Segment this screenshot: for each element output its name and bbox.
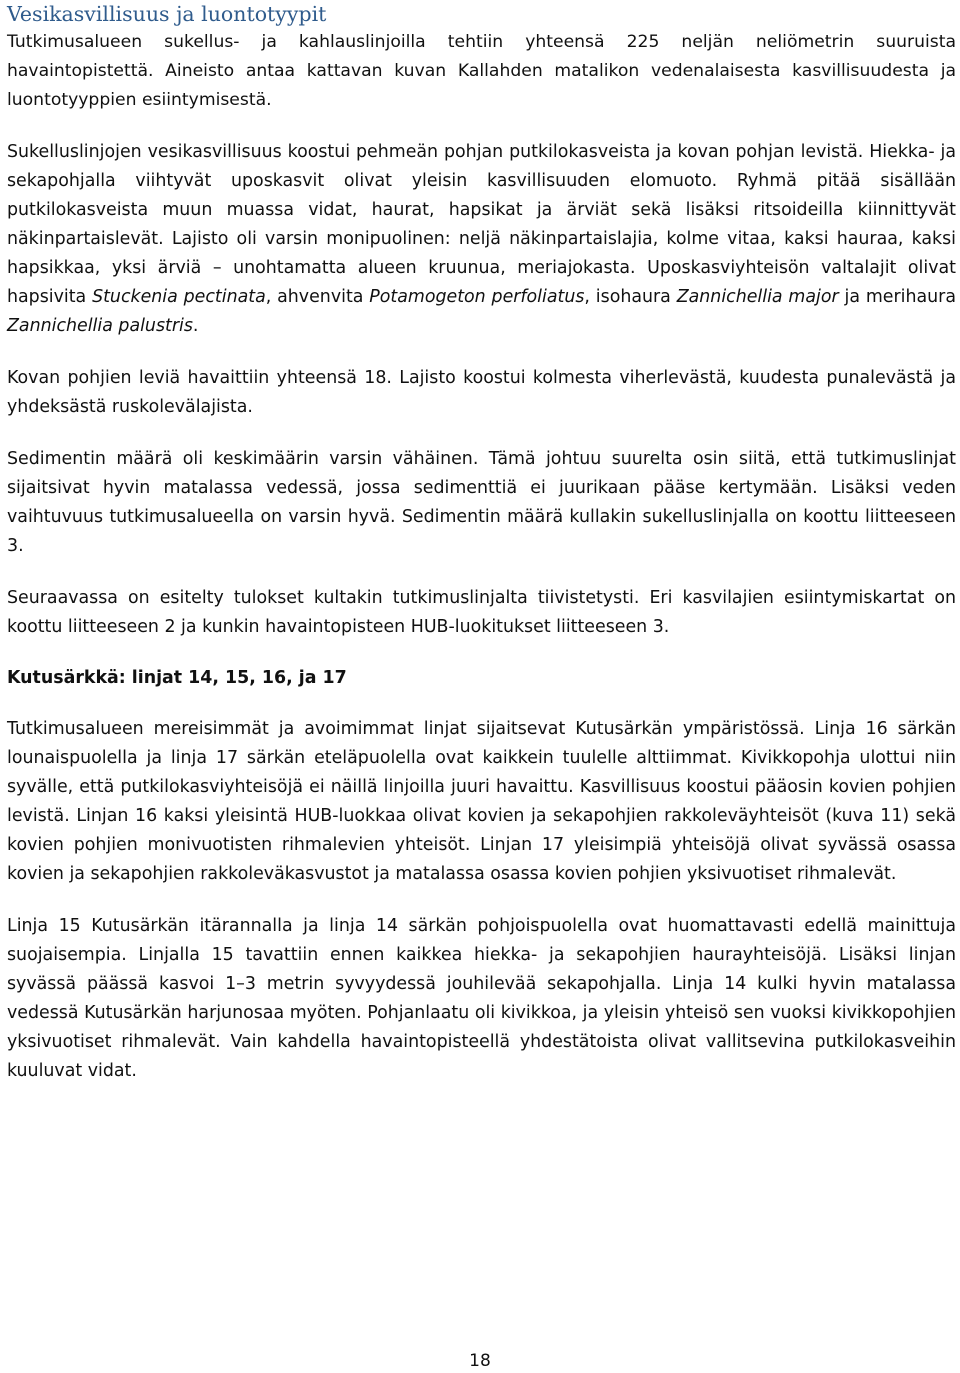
algae-paragraph: Kovan pohjien leviä havaittiin yhteensä 18. Lajisto koostui kolmesta viherlevästä, kuudesta punalevästä ja yhdeksästä ruskolevälajista. xyxy=(7,368,956,417)
vegetation-text-4: ja merihaura xyxy=(838,287,956,307)
section-heading: Vesikasvillisuus ja luontotyypit xyxy=(7,2,327,26)
species-stuckenia: Stuckenia pectinata xyxy=(92,287,266,307)
summary-paragraph: Seuraavassa on esitelty tulokset kultakin tutkimuslinjalta tiivistetysti. Eri kasvilajien esiintymiskartat on koottu liitteeseen 2 ja kunkin havaintopisteen HUB-luokitukset liitteeseen 3. xyxy=(7,588,956,637)
species-zannichellia-palustris: Zannichellia palustris xyxy=(7,316,193,336)
page-number: 18 xyxy=(469,1351,491,1371)
subsection-heading: Kutusärkkä: linjat 14, 15, 16, ja 17 xyxy=(7,668,347,688)
vegetation-paragraph xyxy=(7,138,956,341)
intro-paragraph: Tutkimusalueen sukellus- ja kahlauslinjoilla tehtiin yhteensä 225 neljän neliömetrin suuruista havaintopistettä. Aineisto antaa kattavan kuvan Kallahden matalikon vedenalaisesta kasvillisuudesta ja luontotyyppien esiintymisestä. xyxy=(7,32,956,110)
vegetation-text-2: , ahvenvita xyxy=(265,287,370,307)
species-potamogeton: Potamogeton perfoliatus xyxy=(369,287,585,307)
vegetation-text-5: . xyxy=(192,316,199,336)
species-zannichellia-major: Zannichellia major xyxy=(676,287,839,307)
vegetation-text-3: , isohaura xyxy=(584,287,677,307)
vegetation-text-1: Sukelluslinjojen vesikasvillisuus koostui pehmeän pohjan putkilokasveista ja kovan pohjan levistä. Hiekka- ja sekapohjalla viihtyvät uposkasvit olivat yleisin kasvillisuuden elomuoto. Ryhmä pitää sisällään putkilokasveista muun muassa vidat, haurat, hapsikat ja ärviät sekä lisäksi ritsoideilla kiinnittyvät näkinpartaislevät. Lajisto oli varsin monipuolinen: neljä näkinpartaislajia, kolme vitaa, kaksi hauraa, kaksi hapsikkaa, yksi ärviä – unohtamatta alueen kruunua, meriajokasta. Uposkasviyhteisön valtalajit olivat hapsivita xyxy=(7,142,956,307)
document-page xyxy=(7,0,956,1086)
sediment-paragraph: Sedimentin määrä oli keskimäärin varsin vähäinen. Tämä johtuu suurelta osin siitä, että tutkimuslinjat sijaitsivat hyvin matalassa vedessä, jossa sedimenttiä ei juurikaan pääse kertymään. Lisäksi veden vaihtuvuus tutkimusalueella on varsin hyvä. Sedimentin määrä kullakin sukelluslinjalla on koottu liitteeseen 3. xyxy=(7,449,956,556)
kutusarkka-paragraph-2: Linja 15 Kutusärkän itärannalla ja linja 14 särkän pohjoispuolella ovat huomattavasti edellä mainittuja suojaisempia. Linjalla 15 tavattiin ennen kaikkea hiekka- ja sekapohjien haurayhteisöjä. Lisäksi linjan syvässä päässä kasvoi 1–3 metrin syvyydessä jouhilevää sekapohjalla. Linja 14 kulki hyvin matalassa vedessä Kutusärkän harjunosaa myöten. Pohjanlaatu oli kivikkoa, ja yleisin yhteisö sen vuoksi kivikkopohjien yksivuotiset rihmalevät. Vain kahdella havaintopisteellä yhdestätoista olivat vallitsevina putkilokasveihin kuuluvat vidat. xyxy=(7,916,956,1081)
kutusarkka-paragraph-1: Tutkimusalueen mereisimmät ja avoimimmat linjat sijaitsevat Kutusärkän ympäristössä. Linja 16 särkän lounaispuolella ja linja 17 särkän eteläpuolella ovat kaikkein tuulelle alttiimmat. Kivikkopohja ulottui niin syvälle, että putkilokasviyhteisöjä ei näillä linjoilla juuri havaittu. Kasvillisuus koostui pääosin kovien pohjien levistä. Linjan 16 kaksi yleisintä HUB-luokkaa olivat kovien ja sekapohjien rakkoleväyhteisöt (kuva 11) sekä kovien pohjien monivuotisten rihmalevien yhteisöt. Linjan 17 yleisimpiä yhteisöjä olivat syvässä osassa kovien ja sekapohjien rakkoleväkasvustot ja matalassa osassa kovien pohjien yksivuotiset rihmalevät. xyxy=(7,719,956,884)
